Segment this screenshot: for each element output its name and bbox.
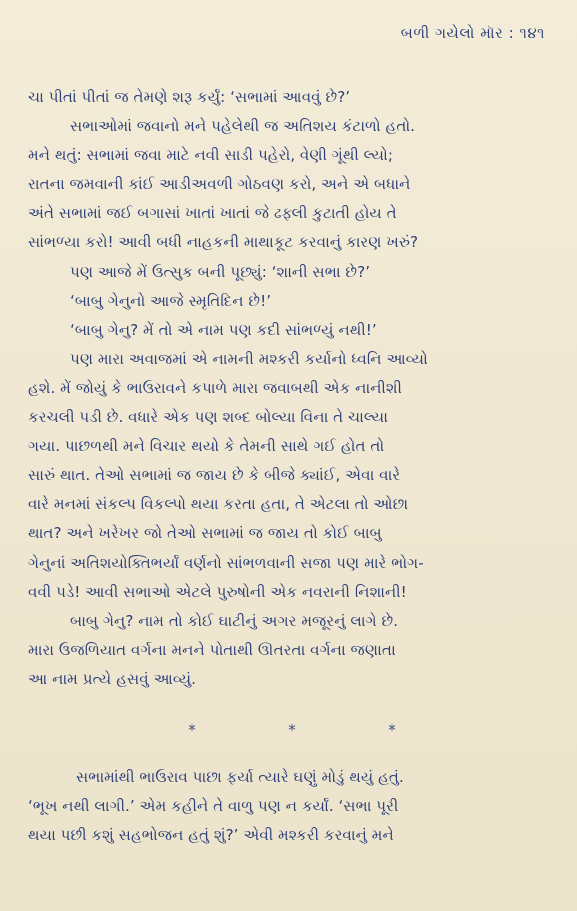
- text-line: સભાઓમાં જવાનો મને પહેલેથી જ અતિશય કંટાળો હતો.: [70, 117, 416, 136]
- section-break-star: *: [288, 720, 296, 739]
- text-line: વારે મનમાં સંકલ્પ વિકલ્પો થયા કરતા હતા, તે એટલા તો ઓછા: [28, 495, 409, 514]
- text-line: કરચલી પડી છે. વધારે એક પણ શબ્દ બોલ્યા વિના તે ચાલ્યા: [28, 408, 388, 427]
- text-line: વવી પડે! આવી સભાઓ એટલે પુરુષોની એક નવરાની નિશાની!: [28, 582, 407, 601]
- body-text: [28, 83, 556, 850]
- section-break: [142, 716, 442, 745]
- text-line: અંતે સભામાં જઈ બગાસાં ખાતાં ખાતાં જે ઢફ્લી કુટાતી હોય તે: [28, 204, 397, 223]
- text-line: સાંભળ્યા કરો! આવી બધી નાહકની માથાકૂટ કરવાનું કારણ ખરું?: [28, 233, 419, 252]
- text-line: મને થતું: સભામાં જવા માટે નવી સાડી પહેરો, વેણી ગૂંથી લ્યો;: [28, 146, 393, 165]
- text-line: ગયા. પાછળથી મને વિચાર થયો કે તેમની સાથે ગઈ હોત તો: [28, 437, 385, 456]
- text-line: થયા પછી કશું સહભોજન હતું શું?’ એવી મશ્કરી કરવાનું મને: [28, 826, 394, 845]
- section-break-star: *: [188, 720, 196, 739]
- text-line: હશે. મેં જોયું કે ભાઉરાવને કપાળે મારા જવાબથી એક નાનીશી: [28, 378, 402, 397]
- text-line: ‘બાબુ ગેનુ? મેં તો એ નામ પણ કદી સાંભળ્યું નથી!’: [70, 320, 377, 339]
- text-line: રાતના જમવાની કાંઈ આડીઅવળી ગોઠવણ કરો, અને એ બધાને: [28, 175, 411, 194]
- paragraphs-before-break: [28, 83, 556, 694]
- text-line: પણ મારા અવાજમાં એ નામની મશ્કરી કર્યાનો ધ્વનિ આવ્યો: [70, 349, 428, 368]
- paragraphs-after-break: [28, 763, 556, 850]
- text-line: થાત? અને ખરેખર જો તેઓ સભામાં જ જાય તો કોઈ બાબુ: [28, 524, 382, 543]
- text-line: મારા ઉજળિયાત વર્ગના મનને પોતાથી ઊતરતા વર્ગના જણાતા: [28, 640, 396, 659]
- text-line: સારું થાત. તેઓ સભામાં જ જાય છે કે બીજે ક્યાંઈ, એવા વારે: [28, 466, 401, 485]
- text-line: આ નામ પ્રત્યે હસવું આવ્યું.: [28, 669, 197, 688]
- text-line: ‘બાબુ ગેનુનો આજે સ્મૃતિદિન છે!’: [70, 291, 272, 310]
- text-line: પણ આજે મેં ઉત્સુક બની પૂછ્યું: ‘શાની સભા છે?’: [70, 262, 371, 281]
- running-header: બળી ગયેલો મૉર : ૧૪૧: [400, 24, 545, 42]
- text-line: ચા પીતાં પીતાં જ તેમણે શરૂ કર્યું: ‘સભામાં આવવું છે?’: [28, 88, 351, 106]
- text-line: ‘ભૂખ નથી લાગી.’ એમ કહીને તે વાળુ પણ ન કર્યાં. ‘સભા પૂરી: [28, 797, 399, 816]
- text-line: સભામાંથી ભાઉરાવ પાછા ફર્યા ત્યારે ઘણું મોડું થયું હતું.: [76, 768, 404, 787]
- text-line: ગેનુનાં અતિશયોક્તિભર્યાં વર્ણનો સાંભળવાની સજા પણ મારે ભોગ-: [28, 553, 424, 572]
- text-line: બાબુ ગેનુ? નામ તો કોઈ ઘાટીનું અગર મજૂરનું લાગે છે.: [70, 611, 399, 630]
- section-break-star: *: [388, 720, 396, 739]
